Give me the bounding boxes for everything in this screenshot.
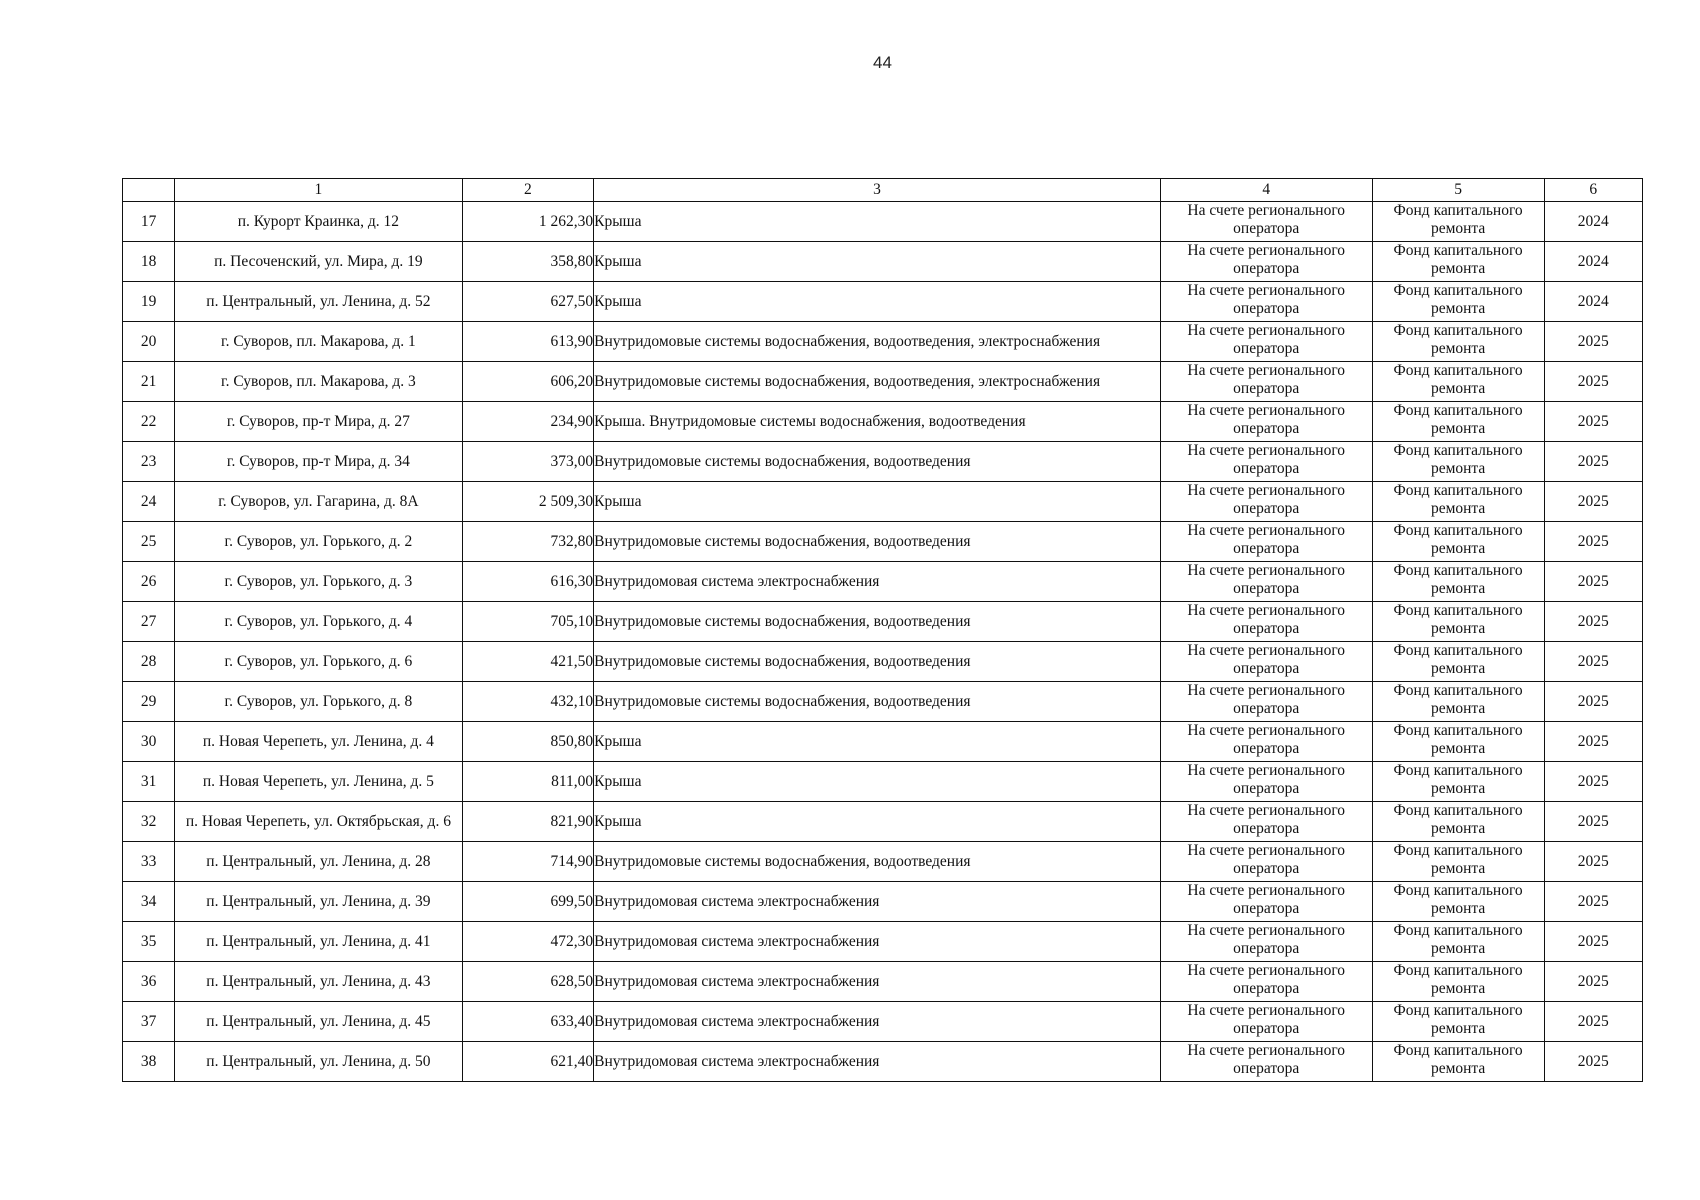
address-cell: г. Суворов, пл. Макарова, д. 1 [175, 322, 462, 362]
funding-source-cell [1372, 522, 1544, 562]
address-cell: г. Суворов, ул. Гагарина, д. 8А [175, 482, 462, 522]
source-line-1: Фонд капитального [1393, 882, 1523, 899]
source-line-2: ремонта [1430, 500, 1486, 517]
address-cell: п. Центральный, ул. Ленина, д. 39 [175, 882, 462, 922]
account-cell [1160, 362, 1372, 402]
table-row [123, 482, 1643, 522]
source-line-1: Фонд капитального [1393, 962, 1523, 979]
account-line-2: оператора [1233, 300, 1300, 317]
year-cell: 2025 [1544, 1002, 1643, 1042]
source-line-2: ремонта [1430, 660, 1486, 677]
source-line-2: ремонта [1430, 300, 1486, 317]
area-cell: 2 509,30 [462, 482, 594, 522]
account-line-1: На счете регионального [1187, 282, 1346, 299]
area-cell: 621,40 [462, 1042, 594, 1082]
funding-source-cell [1372, 402, 1544, 442]
table-row [123, 882, 1643, 922]
area-cell: 358,80 [462, 242, 594, 282]
account-line-2: оператора [1233, 980, 1300, 997]
source-line-2: ремонта [1430, 220, 1486, 237]
account-cell [1160, 482, 1372, 522]
year-cell: 2024 [1544, 202, 1643, 242]
funding-source-cell [1372, 882, 1544, 922]
row-number: 34 [123, 882, 175, 922]
source-line-1: Фонд капитального [1393, 922, 1523, 939]
header-cell-account: 4 [1160, 179, 1372, 202]
header-cell-work: 3 [594, 179, 1161, 202]
work-type-cell: Внутридомовые системы водоснабжения, водоотведения [594, 442, 1161, 482]
header-cell-source: 5 [1372, 179, 1544, 202]
row-number: 24 [123, 482, 175, 522]
source-line-1: Фонд капитального [1393, 482, 1523, 499]
source-line-2: ремонта [1430, 420, 1486, 437]
address-cell: г. Суворов, ул. Горького, д. 4 [175, 602, 462, 642]
funding-source-cell [1372, 482, 1544, 522]
account-line-1: На счете регионального [1187, 482, 1346, 499]
row-number: 17 [123, 202, 175, 242]
source-line-1: Фонд капитального [1393, 242, 1523, 259]
area-cell: 732,80 [462, 522, 594, 562]
year-cell: 2025 [1544, 842, 1643, 882]
table-row [123, 722, 1643, 762]
account-cell [1160, 1002, 1372, 1042]
address-cell: г. Суворов, ул. Горького, д. 3 [175, 562, 462, 602]
work-type-cell: Внутридомовая система электроснабжения [594, 1002, 1161, 1042]
account-cell [1160, 642, 1372, 682]
account-cell [1160, 802, 1372, 842]
header-cell-year: 6 [1544, 179, 1643, 202]
row-number: 32 [123, 802, 175, 842]
source-line-2: ремонта [1430, 580, 1486, 597]
work-type-cell: Внутридомовые системы водоснабжения, водоотведения [594, 682, 1161, 722]
source-line-1: Фонд капитального [1393, 762, 1523, 779]
table-row [123, 642, 1643, 682]
account-line-2: оператора [1233, 660, 1300, 677]
row-number: 31 [123, 762, 175, 802]
account-cell [1160, 922, 1372, 962]
work-type-cell: Крыша. Внутридомовые системы водоснабжения, водоотведения [594, 402, 1161, 442]
area-cell: 421,50 [462, 642, 594, 682]
year-cell: 2025 [1544, 962, 1643, 1002]
account-cell [1160, 282, 1372, 322]
funding-source-cell [1372, 1002, 1544, 1042]
source-line-1: Фонд капитального [1393, 682, 1523, 699]
table-row [123, 322, 1643, 362]
account-line-2: оператора [1233, 900, 1300, 917]
account-line-1: На счете регионального [1187, 842, 1346, 859]
account-line-2: оператора [1233, 220, 1300, 237]
account-line-1: На счете регионального [1187, 202, 1346, 219]
funding-source-cell [1372, 362, 1544, 402]
address-cell: г. Суворов, пл. Макарова, д. 3 [175, 362, 462, 402]
year-cell: 2025 [1544, 322, 1643, 362]
work-type-cell: Внутридомовые системы водоснабжения, водоотведения, электроснабжения [594, 362, 1161, 402]
source-line-2: ремонта [1430, 620, 1486, 637]
source-line-2: ремонта [1430, 980, 1486, 997]
account-line-2: оператора [1233, 700, 1300, 717]
table-row [123, 922, 1643, 962]
work-type-cell: Крыша [594, 762, 1161, 802]
account-line-1: На счете регионального [1187, 922, 1346, 939]
source-line-2: ремонта [1430, 540, 1486, 557]
area-cell: 234,90 [462, 402, 594, 442]
source-line-1: Фонд капитального [1393, 602, 1523, 619]
area-cell: 1 262,30 [462, 202, 594, 242]
table-row [123, 682, 1643, 722]
account-cell [1160, 322, 1372, 362]
account-line-1: На счете регионального [1187, 522, 1346, 539]
source-line-1: Фонд капитального [1393, 722, 1523, 739]
account-cell [1160, 202, 1372, 242]
account-line-1: На счете регионального [1187, 762, 1346, 779]
address-cell: п. Новая Черепеть, ул. Октябрьская, д. 6 [175, 802, 462, 842]
account-line-1: На счете регионального [1187, 242, 1346, 259]
account-cell [1160, 1042, 1372, 1082]
source-line-1: Фонд капитального [1393, 642, 1523, 659]
year-cell: 2025 [1544, 802, 1643, 842]
account-cell [1160, 682, 1372, 722]
account-line-1: На счете регионального [1187, 682, 1346, 699]
area-cell: 850,80 [462, 722, 594, 762]
table-row [123, 522, 1643, 562]
account-line-1: На счете регионального [1187, 602, 1346, 619]
row-number: 30 [123, 722, 175, 762]
source-line-2: ремонта [1430, 780, 1486, 797]
source-line-2: ремонта [1430, 1020, 1486, 1037]
account-line-2: оператора [1233, 260, 1300, 277]
source-line-2: ремонта [1430, 340, 1486, 357]
account-cell [1160, 962, 1372, 1002]
header-cell-address: 1 [175, 179, 462, 202]
area-cell: 699,50 [462, 882, 594, 922]
address-cell: г. Суворов, пр-т Мира, д. 34 [175, 442, 462, 482]
row-number: 28 [123, 642, 175, 682]
funding-source-cell [1372, 242, 1544, 282]
work-type-cell: Крыша [594, 242, 1161, 282]
area-cell: 811,00 [462, 762, 594, 802]
work-type-cell: Крыша [594, 802, 1161, 842]
work-type-cell: Внутридомовая система электроснабжения [594, 962, 1161, 1002]
table-row [123, 442, 1643, 482]
work-type-cell: Внутридомовые системы водоснабжения, водоотведения [594, 522, 1161, 562]
year-cell: 2025 [1544, 402, 1643, 442]
row-number: 38 [123, 1042, 175, 1082]
funding-source-cell [1372, 602, 1544, 642]
address-cell: п. Новая Черепеть, ул. Ленина, д. 5 [175, 762, 462, 802]
address-cell: п. Песоченский, ул. Мира, д. 19 [175, 242, 462, 282]
source-line-1: Фонд капитального [1393, 802, 1523, 819]
address-cell: п. Центральный, ул. Ленина, д. 52 [175, 282, 462, 322]
address-cell: п. Центральный, ул. Ленина, д. 28 [175, 842, 462, 882]
year-cell: 2025 [1544, 682, 1643, 722]
area-cell: 627,50 [462, 282, 594, 322]
address-cell: п. Центральный, ул. Ленина, д. 50 [175, 1042, 462, 1082]
account-line-2: оператора [1233, 740, 1300, 757]
source-line-2: ремонта [1430, 860, 1486, 877]
year-cell: 2025 [1544, 482, 1643, 522]
area-cell: 613,90 [462, 322, 594, 362]
address-cell: г. Суворов, ул. Горького, д. 2 [175, 522, 462, 562]
work-type-cell: Внутридомовая система электроснабжения [594, 562, 1161, 602]
area-cell: 432,10 [462, 682, 594, 722]
table-row [123, 962, 1643, 1002]
work-type-cell: Крыша [594, 722, 1161, 762]
funding-source-cell [1372, 642, 1544, 682]
area-cell: 705,10 [462, 602, 594, 642]
funding-source-cell [1372, 682, 1544, 722]
repair-register-table [122, 178, 1643, 1082]
account-cell [1160, 442, 1372, 482]
row-number: 25 [123, 522, 175, 562]
area-cell: 714,90 [462, 842, 594, 882]
address-cell: п. Курорт Краинка, д. 12 [175, 202, 462, 242]
row-number: 22 [123, 402, 175, 442]
work-type-cell: Крыша [594, 282, 1161, 322]
funding-source-cell [1372, 802, 1544, 842]
address-cell: п. Центральный, ул. Ленина, д. 45 [175, 1002, 462, 1042]
address-cell: п. Центральный, ул. Ленина, д. 41 [175, 922, 462, 962]
row-number: 18 [123, 242, 175, 282]
year-cell: 2025 [1544, 642, 1643, 682]
account-cell [1160, 882, 1372, 922]
account-line-2: оператора [1233, 860, 1300, 877]
account-cell [1160, 562, 1372, 602]
account-line-1: На счете регионального [1187, 362, 1346, 379]
header-cell-area: 2 [462, 179, 594, 202]
source-line-1: Фонд капитального [1393, 362, 1523, 379]
funding-source-cell [1372, 282, 1544, 322]
work-type-cell: Крыша [594, 202, 1161, 242]
source-line-1: Фонд капитального [1393, 842, 1523, 859]
work-type-cell: Внутридомовые системы водоснабжения, водоотведения, электроснабжения [594, 322, 1161, 362]
table-row [123, 1002, 1643, 1042]
source-line-2: ремонта [1430, 900, 1486, 917]
funding-source-cell [1372, 322, 1544, 362]
funding-source-cell [1372, 842, 1544, 882]
table-row [123, 842, 1643, 882]
row-number: 29 [123, 682, 175, 722]
source-line-2: ремонта [1430, 380, 1486, 397]
address-cell: п. Центральный, ул. Ленина, д. 43 [175, 962, 462, 1002]
account-line-1: На счете регионального [1187, 1042, 1346, 1059]
account-line-1: На счете регионального [1187, 1002, 1346, 1019]
funding-source-cell [1372, 722, 1544, 762]
table-row [123, 1042, 1643, 1082]
page-number: 44 [873, 53, 892, 72]
year-cell: 2025 [1544, 562, 1643, 602]
account-cell [1160, 522, 1372, 562]
account-cell [1160, 602, 1372, 642]
account-line-2: оператора [1233, 620, 1300, 637]
row-number: 37 [123, 1002, 175, 1042]
area-cell: 821,90 [462, 802, 594, 842]
source-line-2: ремонта [1430, 260, 1486, 277]
account-line-2: оператора [1233, 940, 1300, 957]
table-row [123, 202, 1643, 242]
account-line-2: оператора [1233, 1020, 1300, 1037]
header-cell-num [123, 179, 175, 202]
year-cell: 2025 [1544, 602, 1643, 642]
account-cell [1160, 842, 1372, 882]
account-line-1: На счете регионального [1187, 562, 1346, 579]
year-cell: 2025 [1544, 1042, 1643, 1082]
address-cell: г. Суворов, пр-т Мира, д. 27 [175, 402, 462, 442]
source-line-1: Фонд капитального [1393, 442, 1523, 459]
account-line-1: На счете регионального [1187, 402, 1346, 419]
account-line-2: оператора [1233, 540, 1300, 557]
funding-source-cell [1372, 442, 1544, 482]
row-number: 36 [123, 962, 175, 1002]
row-number: 19 [123, 282, 175, 322]
work-type-cell: Внутридомовая система электроснабжения [594, 1042, 1161, 1082]
area-cell: 472,30 [462, 922, 594, 962]
row-number: 26 [123, 562, 175, 602]
table-row [123, 362, 1643, 402]
year-cell: 2025 [1544, 762, 1643, 802]
work-type-cell: Внутридомовые системы водоснабжения, водоотведения [594, 602, 1161, 642]
account-line-2: оператора [1233, 460, 1300, 477]
table-row [123, 242, 1643, 282]
funding-source-cell [1372, 202, 1544, 242]
area-cell: 616,30 [462, 562, 594, 602]
year-cell: 2025 [1544, 882, 1643, 922]
account-line-1: На счете регионального [1187, 442, 1346, 459]
account-line-2: оператора [1233, 1060, 1300, 1077]
source-line-1: Фонд капитального [1393, 522, 1523, 539]
year-cell: 2025 [1544, 522, 1643, 562]
source-line-1: Фонд капитального [1393, 322, 1523, 339]
funding-source-cell [1372, 762, 1544, 802]
account-line-2: оператора [1233, 420, 1300, 437]
source-line-1: Фонд капитального [1393, 402, 1523, 419]
account-cell [1160, 242, 1372, 282]
row-number: 20 [123, 322, 175, 362]
table-header-row [123, 179, 1643, 202]
address-cell: г. Суворов, ул. Горького, д. 6 [175, 642, 462, 682]
source-line-1: Фонд капитального [1393, 1002, 1523, 1019]
row-number: 21 [123, 362, 175, 402]
source-line-2: ремонта [1430, 1060, 1486, 1077]
work-type-cell: Внутридомовая система электроснабжения [594, 882, 1161, 922]
table-row [123, 402, 1643, 442]
funding-source-cell [1372, 962, 1544, 1002]
area-cell: 633,40 [462, 1002, 594, 1042]
work-type-cell: Внутридомовые системы водоснабжения, водоотведения [594, 642, 1161, 682]
year-cell: 2025 [1544, 722, 1643, 762]
row-number: 27 [123, 602, 175, 642]
table-row [123, 602, 1643, 642]
source-line-1: Фонд капитального [1393, 562, 1523, 579]
account-cell [1160, 762, 1372, 802]
account-line-1: На счете регионального [1187, 322, 1346, 339]
table-row [123, 562, 1643, 602]
source-line-1: Фонд капитального [1393, 202, 1523, 219]
account-line-1: На счете регионального [1187, 642, 1346, 659]
work-type-cell: Крыша [594, 482, 1161, 522]
address-cell: п. Новая Черепеть, ул. Ленина, д. 4 [175, 722, 462, 762]
source-line-2: ремонта [1430, 700, 1486, 717]
work-type-cell: Внутридомовая система электроснабжения [594, 922, 1161, 962]
account-line-2: оператора [1233, 820, 1300, 837]
source-line-1: Фонд капитального [1393, 282, 1523, 299]
table-row [123, 802, 1643, 842]
table-row [123, 762, 1643, 802]
year-cell: 2024 [1544, 242, 1643, 282]
row-number: 23 [123, 442, 175, 482]
funding-source-cell [1372, 1042, 1544, 1082]
area-cell: 373,00 [462, 442, 594, 482]
funding-source-cell [1372, 922, 1544, 962]
account-cell [1160, 402, 1372, 442]
account-line-1: На счете регионального [1187, 962, 1346, 979]
account-line-1: На счете регионального [1187, 722, 1346, 739]
account-line-1: На счете регионального [1187, 802, 1346, 819]
source-line-2: ремонта [1430, 740, 1486, 757]
row-number: 33 [123, 842, 175, 882]
year-cell: 2024 [1544, 282, 1643, 322]
account-line-2: оператора [1233, 780, 1300, 797]
funding-source-cell [1372, 562, 1544, 602]
year-cell: 2025 [1544, 922, 1643, 962]
account-line-2: оператора [1233, 380, 1300, 397]
account-line-2: оператора [1233, 500, 1300, 517]
account-line-1: На счете регионального [1187, 882, 1346, 899]
account-line-2: оператора [1233, 340, 1300, 357]
row-number: 35 [123, 922, 175, 962]
source-line-1: Фонд капитального [1393, 1042, 1523, 1059]
area-cell: 606,20 [462, 362, 594, 402]
table-row [123, 282, 1643, 322]
year-cell: 2025 [1544, 362, 1643, 402]
account-cell [1160, 722, 1372, 762]
source-line-2: ремонта [1430, 460, 1486, 477]
account-line-2: оператора [1233, 580, 1300, 597]
source-line-2: ремонта [1430, 940, 1486, 957]
address-cell: г. Суворов, ул. Горького, д. 8 [175, 682, 462, 722]
area-cell: 628,50 [462, 962, 594, 1002]
work-type-cell: Внутридомовые системы водоснабжения, водоотведения [594, 842, 1161, 882]
source-line-2: ремонта [1430, 820, 1486, 837]
year-cell: 2025 [1544, 442, 1643, 482]
table-body [123, 202, 1643, 1082]
